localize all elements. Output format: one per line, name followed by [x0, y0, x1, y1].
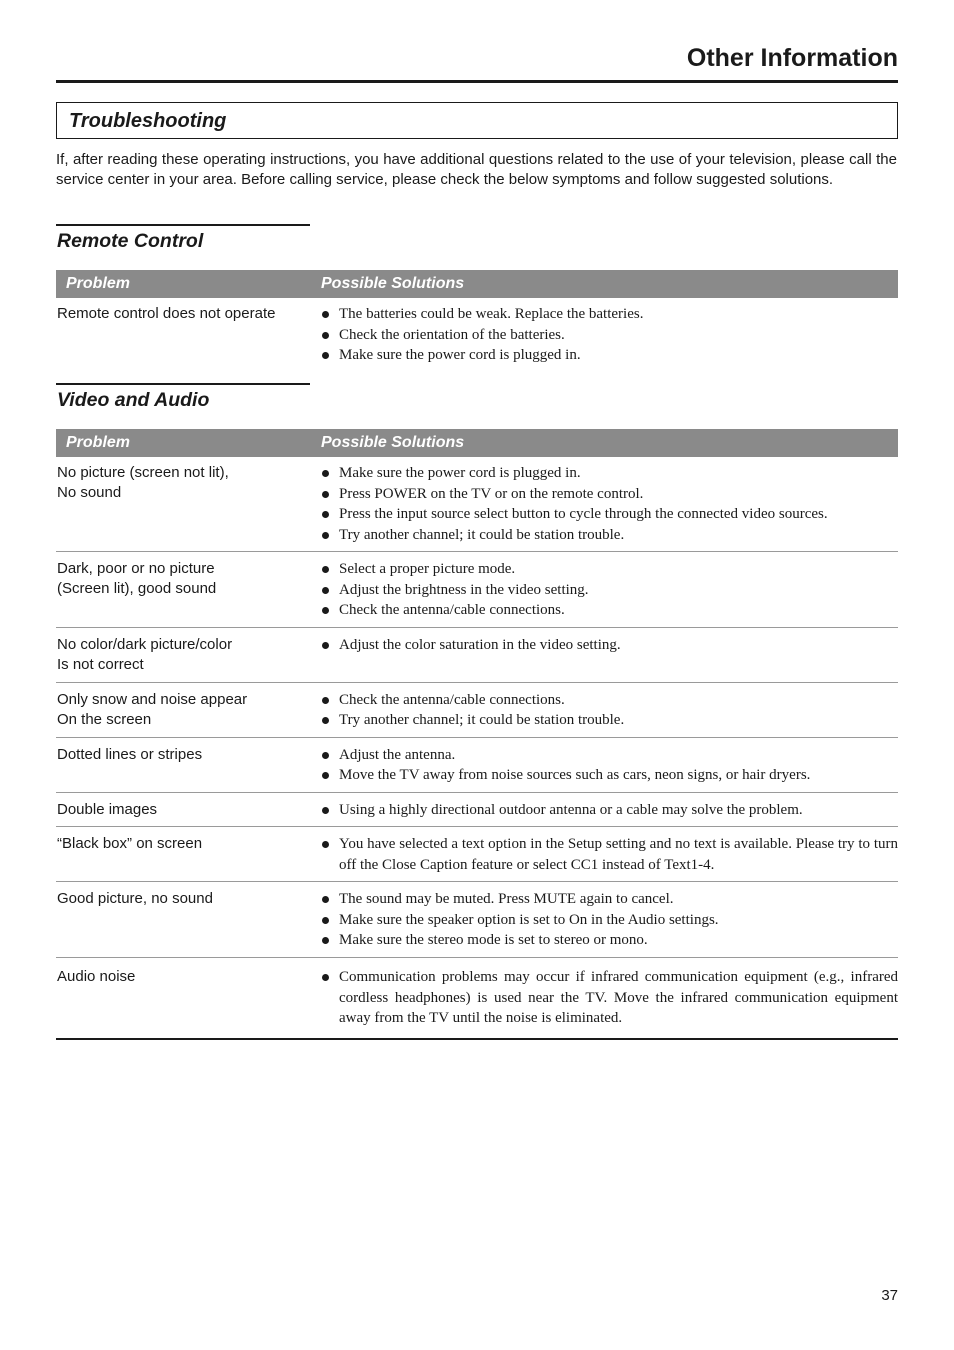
solution-item — [321, 800, 898, 821]
solution-text: Make sure the power cord is plugged in. — [339, 465, 581, 481]
solution-item — [321, 710, 898, 731]
solution-item — [321, 325, 898, 346]
solution-item — [321, 304, 898, 325]
bullet-icon — [322, 352, 329, 359]
page-title: Other Information — [686, 44, 898, 72]
bullet-icon — [322, 772, 329, 779]
bullet-icon — [322, 841, 329, 848]
solution-item — [321, 525, 898, 546]
bullet-icon — [322, 752, 329, 759]
solution-text: Adjust the antenna. — [339, 746, 456, 763]
table-row — [56, 457, 898, 552]
table-row — [56, 793, 898, 828]
solutions-list — [321, 559, 898, 621]
video-audio-heading-text: Video and Audio — [57, 389, 210, 411]
bullet-icon — [322, 896, 329, 903]
remote-control-rows — [56, 298, 898, 372]
solutions-list — [321, 635, 898, 676]
section-title-box — [56, 102, 898, 139]
problem-cell: Only snow and noise appear On the screen — [57, 690, 248, 728]
problem-cell: Dark, poor or no picture (Screen lit), good sound — [57, 560, 217, 597]
intro-paragraph: If, after reading these operating instructions, you have additional questions related to the use of your television, please call the service center in your area. Before calling service, please check the below symptoms and follow suggested solutions. — [56, 151, 897, 188]
solutions-column-header: Possible Solutions — [321, 275, 465, 292]
solution-text: Press the input source select button to cycle through the connected video sources. — [339, 506, 828, 522]
video-audio-table — [56, 429, 898, 1040]
solution-text: Make sure the stereo mode is set to stereo or mono. — [339, 932, 648, 948]
remote-control-heading — [56, 224, 310, 252]
solution-text: Check the antenna/cable connections. — [339, 691, 565, 708]
table-row — [56, 628, 898, 683]
bullet-icon — [322, 566, 329, 573]
bullet-icon — [322, 717, 329, 724]
table-row — [56, 552, 898, 628]
solutions-list — [321, 834, 898, 875]
solutions-list — [321, 889, 898, 951]
video-audio-table-header — [56, 429, 898, 457]
solution-text: Adjust the brightness in the video setting. — [339, 581, 589, 598]
solution-item — [321, 600, 898, 621]
solutions-list — [321, 800, 898, 821]
bullet-icon — [322, 587, 329, 594]
bullet-icon — [322, 697, 329, 704]
solution-item — [321, 463, 898, 484]
table-row — [56, 958, 898, 1040]
solution-text: Using a highly directional outdoor antenna or a cable may solve the problem. — [339, 801, 803, 818]
solution-text: Check the orientation of the batteries. — [339, 326, 565, 343]
problem-cell: “Black box” on screen — [57, 835, 203, 852]
problem-cell: Double images — [57, 800, 158, 818]
table-row — [56, 683, 898, 738]
solution-item — [321, 889, 898, 910]
solution-text: The batteries could be weak. Replace the batteries. — [339, 306, 644, 322]
bullet-icon — [322, 491, 329, 498]
solutions-column-header: Possible Solutions — [321, 434, 465, 451]
solution-item — [321, 635, 898, 656]
bullet-icon — [322, 511, 329, 518]
problem-cell: Remote control does not operate — [57, 305, 276, 322]
solution-item — [321, 690, 898, 711]
table-row — [56, 738, 898, 793]
solution-item — [321, 930, 898, 951]
solutions-list — [321, 304, 898, 366]
problem-cell: Audio noise — [57, 968, 136, 985]
problem-cell: Good picture, no sound — [57, 890, 213, 907]
bullet-icon — [322, 332, 329, 339]
bullet-icon — [322, 470, 329, 477]
bullet-icon — [322, 917, 329, 924]
solution-text: Adjust the color saturation in the video setting. — [339, 636, 621, 653]
problem-cell: No color/dark picture/color Is not correct — [57, 635, 233, 673]
bullet-icon — [322, 937, 329, 944]
table-row — [56, 827, 898, 882]
section-title: Troubleshooting — [69, 110, 227, 132]
bullet-icon — [322, 532, 329, 539]
problem-cell: Dotted lines or stripes — [57, 745, 203, 763]
solutions-list — [321, 745, 898, 786]
solution-text: Check the antenna/cable connections. — [339, 602, 565, 618]
problem-cell: No picture (screen not lit), No sound — [57, 464, 229, 501]
video-audio-heading — [56, 383, 310, 411]
solution-text: The sound may be muted. Press MUTE again to cancel. — [339, 891, 674, 907]
solution-text: Press POWER on the TV or on the remote control. — [339, 485, 644, 502]
solution-item — [321, 834, 898, 875]
remote-control-table-header — [56, 270, 898, 298]
solution-text: Make sure the power cord is plugged in. — [339, 347, 581, 363]
bullet-icon — [322, 642, 329, 649]
solution-item — [321, 484, 898, 505]
solution-item — [321, 559, 898, 580]
bullet-icon — [322, 974, 329, 981]
bullet-icon — [322, 311, 329, 318]
title-rule — [56, 80, 898, 83]
solution-text: You have selected a text option in the Setup setting and no text is available. Please try to turn off the Close Caption feature or select CC1 instead of Text1-4. — [339, 836, 898, 873]
solutions-list — [321, 967, 898, 1029]
remote-control-table — [56, 270, 898, 372]
solution-item — [321, 745, 898, 766]
solution-item — [321, 765, 898, 786]
solution-item — [321, 580, 898, 601]
table-row — [56, 298, 898, 372]
problem-column-header: Problem — [66, 275, 131, 292]
remote-control-heading-text: Remote Control — [57, 230, 204, 252]
solutions-list — [321, 463, 898, 545]
solution-item — [321, 910, 898, 931]
solution-item — [321, 504, 898, 525]
solution-item — [321, 345, 898, 366]
solution-text: Communication problems may occur if infrared communication equipment (e.g., infrared cordless headphones) is used near the TV. Move the infrared communication equipment away from the TV until the noise is eliminated. — [339, 969, 898, 1026]
solutions-list — [321, 690, 898, 731]
bullet-icon — [322, 807, 329, 814]
solution-text: Try another channel; it could be station trouble. — [339, 712, 625, 728]
solution-item — [321, 967, 898, 1029]
problem-column-header: Problem — [66, 434, 131, 451]
table-row — [56, 882, 898, 958]
page-number: 37 — [881, 1287, 898, 1304]
solution-text: Make sure the speaker option is set to On in the Audio settings. — [339, 911, 719, 928]
solution-text: Select a proper picture mode. — [339, 561, 516, 577]
video-audio-rows — [56, 457, 898, 1040]
solution-text: Try another channel; it could be station trouble. — [339, 526, 625, 543]
solution-text: Move the TV away from noise sources such as cars, neon signs, or hair dryers. — [339, 767, 811, 783]
bullet-icon — [322, 607, 329, 614]
